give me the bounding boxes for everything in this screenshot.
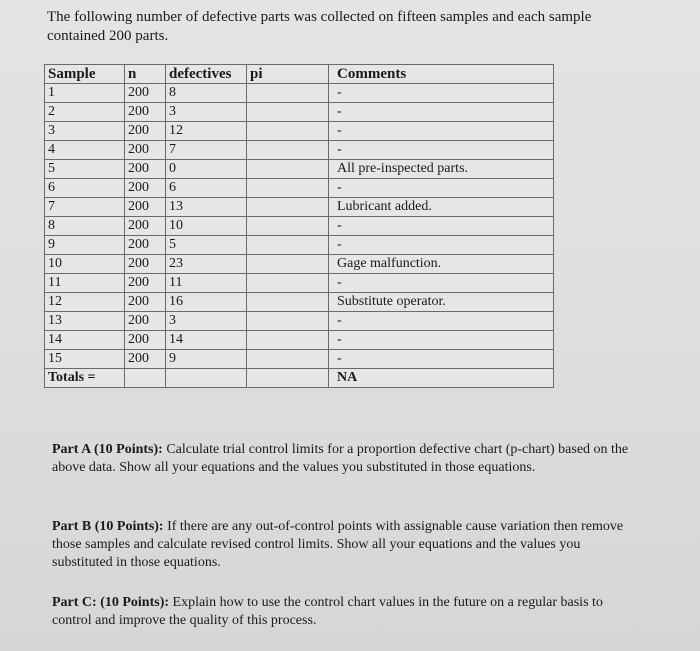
cell-pi xyxy=(247,312,329,331)
cell-comment: Lubricant added. xyxy=(329,198,554,217)
cell-pi xyxy=(247,331,329,350)
table-row xyxy=(45,217,554,236)
cell-comment: - xyxy=(329,236,554,255)
table-row xyxy=(45,293,554,312)
cell-comment: - xyxy=(329,141,554,160)
cell-sample: 3 xyxy=(45,122,125,141)
part-b-text: If there are any out-of-control points with assignable cause variation then remove those samples and calculate revised control limits. Show all your equations and the values you substituted in those equations. xyxy=(52,519,624,570)
cell-comment: - xyxy=(329,179,554,198)
cell-sample: 7 xyxy=(45,198,125,217)
totals-defectives xyxy=(166,369,247,388)
cell-n: 200 xyxy=(125,236,166,255)
cell-pi xyxy=(247,350,329,369)
cell-comment: All pre-inspected parts. xyxy=(329,160,554,179)
cell-sample: 6 xyxy=(45,179,125,198)
cell-defectives: 3 xyxy=(166,312,247,331)
table-header-row xyxy=(45,65,554,84)
cell-pi xyxy=(247,236,329,255)
cell-comment: - xyxy=(329,103,554,122)
cell-n: 200 xyxy=(125,84,166,103)
cell-defectives: 11 xyxy=(166,274,247,293)
cell-sample: 12 xyxy=(45,293,125,312)
cell-comment: - xyxy=(329,122,554,141)
cell-n: 200 xyxy=(125,122,166,141)
table-row xyxy=(45,312,554,331)
cell-sample: 8 xyxy=(45,217,125,236)
part-b-label: Part B (10 Points): xyxy=(52,519,164,534)
cell-comment: - xyxy=(329,331,554,350)
cell-comment: Substitute operator. xyxy=(329,293,554,312)
cell-defectives: 6 xyxy=(166,179,247,198)
cell-sample: 10 xyxy=(45,255,125,274)
cell-defectives: 10 xyxy=(166,217,247,236)
table-row xyxy=(45,255,554,274)
cell-n: 200 xyxy=(125,312,166,331)
part-c-label: Part C: (10 Points): xyxy=(52,595,170,610)
cell-defectives: 16 xyxy=(166,293,247,312)
table-row xyxy=(45,179,554,198)
totals-label: Totals = xyxy=(45,369,125,388)
cell-pi xyxy=(247,293,329,312)
header-sample: Sample xyxy=(45,65,125,84)
cell-sample: 13 xyxy=(45,312,125,331)
cell-pi xyxy=(247,255,329,274)
part-c-text: Explain how to use the control chart values in the future on a regular basis to control and improve the quality of this process. xyxy=(52,595,603,628)
cell-comment: - xyxy=(329,274,554,293)
cell-comment: - xyxy=(329,84,554,103)
cell-n: 200 xyxy=(125,141,166,160)
totals-n xyxy=(125,369,166,388)
cell-defectives: 9 xyxy=(166,350,247,369)
cell-pi xyxy=(247,217,329,236)
cell-n: 200 xyxy=(125,103,166,122)
cell-pi xyxy=(247,84,329,103)
cell-n: 200 xyxy=(125,160,166,179)
header-defectives: defectives xyxy=(166,65,247,84)
defectives-table xyxy=(44,64,554,388)
cell-sample: 4 xyxy=(45,141,125,160)
intro-text: The following number of defective parts was collected on fifteen samples and each sample contained 200 parts. xyxy=(47,9,592,44)
totals-comment: NA xyxy=(329,369,554,388)
part-a-text: Calculate trial control limits for a proportion defective chart (p-chart) based on the above data. Show all your equations and the values you substituted in those equations. xyxy=(52,442,629,475)
part-a-label: Part A (10 Points): xyxy=(52,442,163,457)
table-row xyxy=(45,350,554,369)
cell-defectives: 7 xyxy=(166,141,247,160)
cell-comment: Gage malfunction. xyxy=(329,255,554,274)
header-pi: pi xyxy=(247,65,329,84)
cell-pi xyxy=(247,274,329,293)
cell-defectives: 5 xyxy=(166,236,247,255)
table-row xyxy=(45,331,554,350)
cell-defectives: 0 xyxy=(166,160,247,179)
part-c xyxy=(52,594,642,630)
header-comments: Comments xyxy=(329,65,554,84)
cell-defectives: 12 xyxy=(166,122,247,141)
cell-pi xyxy=(247,198,329,217)
cell-defectives: 13 xyxy=(166,198,247,217)
cell-pi xyxy=(247,103,329,122)
cell-defectives: 3 xyxy=(166,103,247,122)
cell-n: 200 xyxy=(125,198,166,217)
cell-sample: 15 xyxy=(45,350,125,369)
cell-sample: 11 xyxy=(45,274,125,293)
totals-row xyxy=(45,369,554,388)
cell-n: 200 xyxy=(125,217,166,236)
table-row xyxy=(45,122,554,141)
cell-comment: - xyxy=(329,217,554,236)
cell-defectives: 23 xyxy=(166,255,247,274)
table-row xyxy=(45,236,554,255)
cell-n: 200 xyxy=(125,255,166,274)
cell-defectives: 14 xyxy=(166,331,247,350)
cell-n: 200 xyxy=(125,350,166,369)
table-row xyxy=(45,103,554,122)
cell-n: 200 xyxy=(125,293,166,312)
cell-n: 200 xyxy=(125,274,166,293)
cell-sample: 9 xyxy=(45,236,125,255)
cell-sample: 1 xyxy=(45,84,125,103)
cell-sample: 14 xyxy=(45,331,125,350)
cell-sample: 5 xyxy=(45,160,125,179)
table-row xyxy=(45,160,554,179)
part-a xyxy=(52,441,642,477)
cell-comment: - xyxy=(329,312,554,331)
cell-pi xyxy=(247,122,329,141)
table-row xyxy=(45,141,554,160)
cell-defectives: 8 xyxy=(166,84,247,103)
table-row xyxy=(45,274,554,293)
totals-pi xyxy=(247,369,329,388)
header-n: n xyxy=(125,65,166,84)
table-row xyxy=(45,198,554,217)
part-b xyxy=(52,518,642,572)
cell-pi xyxy=(247,160,329,179)
cell-comment: - xyxy=(329,350,554,369)
cell-n: 200 xyxy=(125,331,166,350)
cell-pi xyxy=(247,141,329,160)
cell-pi xyxy=(247,179,329,198)
cell-n: 200 xyxy=(125,179,166,198)
table-row xyxy=(45,84,554,103)
cell-sample: 2 xyxy=(45,103,125,122)
